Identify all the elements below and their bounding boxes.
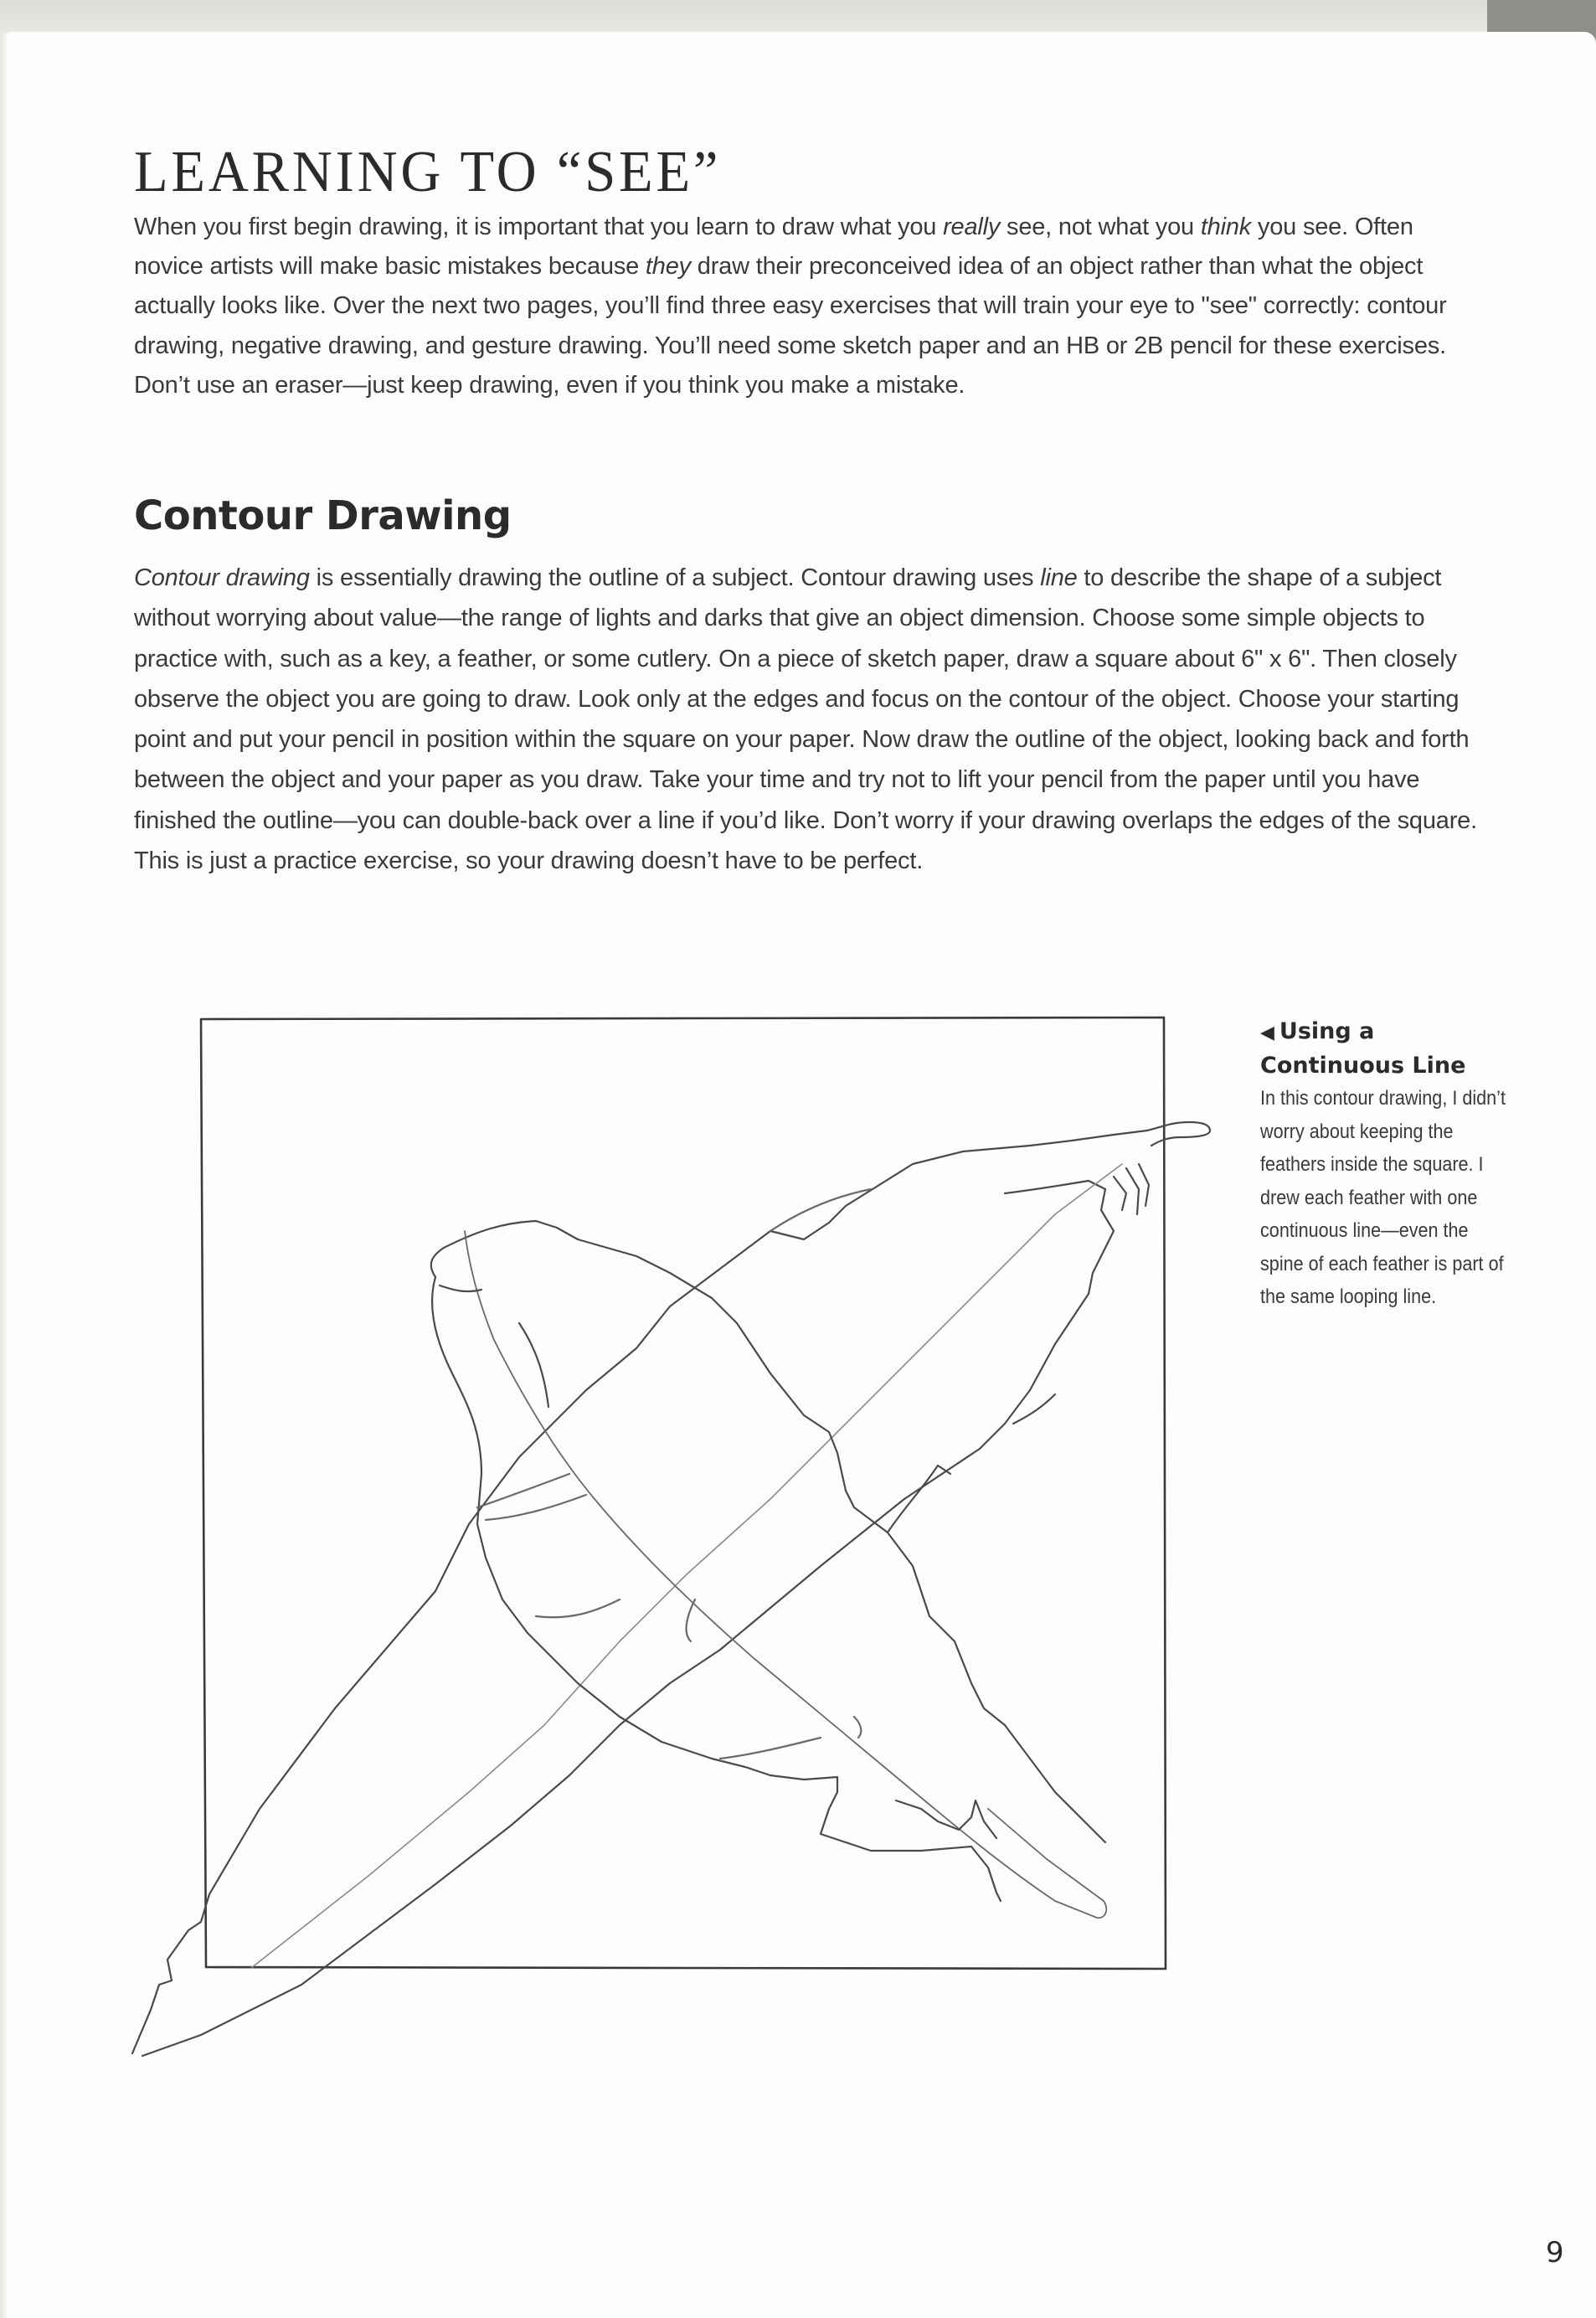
section-title: Contour Drawing bbox=[134, 492, 512, 539]
page-left-shadow bbox=[0, 33, 8, 2318]
figure-caption bbox=[1260, 1015, 1511, 1314]
section-paragraph: Contour drawing is essentially drawing the outline of a subject. Contour drawing uses line to describe the shape of a subject without worrying about value—the range of lights and darks that give an object dimension. Choose some simple objects to practice with, such as a key, a feather, or some cutlery. On a piece of sketch paper, draw a square about 6" x 6". Then closely observe the object you are going to draw. Look only at the edges and focus on the contour of the object. Choose your starting point and put your pencil in position within the square on your paper. Now draw the outline of the object, looking back and forth between the object and your paper as you draw. Take your time and try not to lift your pencil from the paper until you have finished the outline—you can double-back over a line if you’d like. Don’t worry if your drawing overlaps the edges of the square. This is just a practice exercise, so your drawing doesn’t have to be perfect. bbox=[134, 564, 1477, 875]
caption-body: In this contour drawing, I didn’t worry about keeping the feathers inside the square. I drew each feather with one continuous line—even the spine of each feather is part of the same looping line. bbox=[1260, 1087, 1506, 1308]
contour-drawing-figure bbox=[117, 988, 1223, 2094]
pointer-left-icon: ◀ bbox=[1260, 1022, 1274, 1043]
feather-sketch bbox=[117, 988, 1223, 2094]
page-edge bbox=[0, 32, 1596, 44]
caption-title: ◀ Using a Continuous Line bbox=[1260, 1018, 1466, 1079]
intro-paragraph: When you first begin drawing, it is important that you learn to draw what you really see, not what you think you see. Often novice artists will make basic mistakes because they draw their preconceived idea of an object rather than what the object actually looks like. Over the next two pages, you’ll find three easy exercises that will train your eye to "see" correctly: contour drawing, negative drawing, and gesture drawing. You’ll need some sketch paper and an HB or 2B pencil for these exercises. Don’t use an eraser—just keep drawing, even if you think you make a mistake. bbox=[134, 214, 1447, 399]
scan-top-edge bbox=[0, 0, 1596, 35]
page-number: 9 bbox=[1546, 2236, 1564, 2269]
page-title: LEARNING TO “SEE” bbox=[134, 140, 722, 204]
